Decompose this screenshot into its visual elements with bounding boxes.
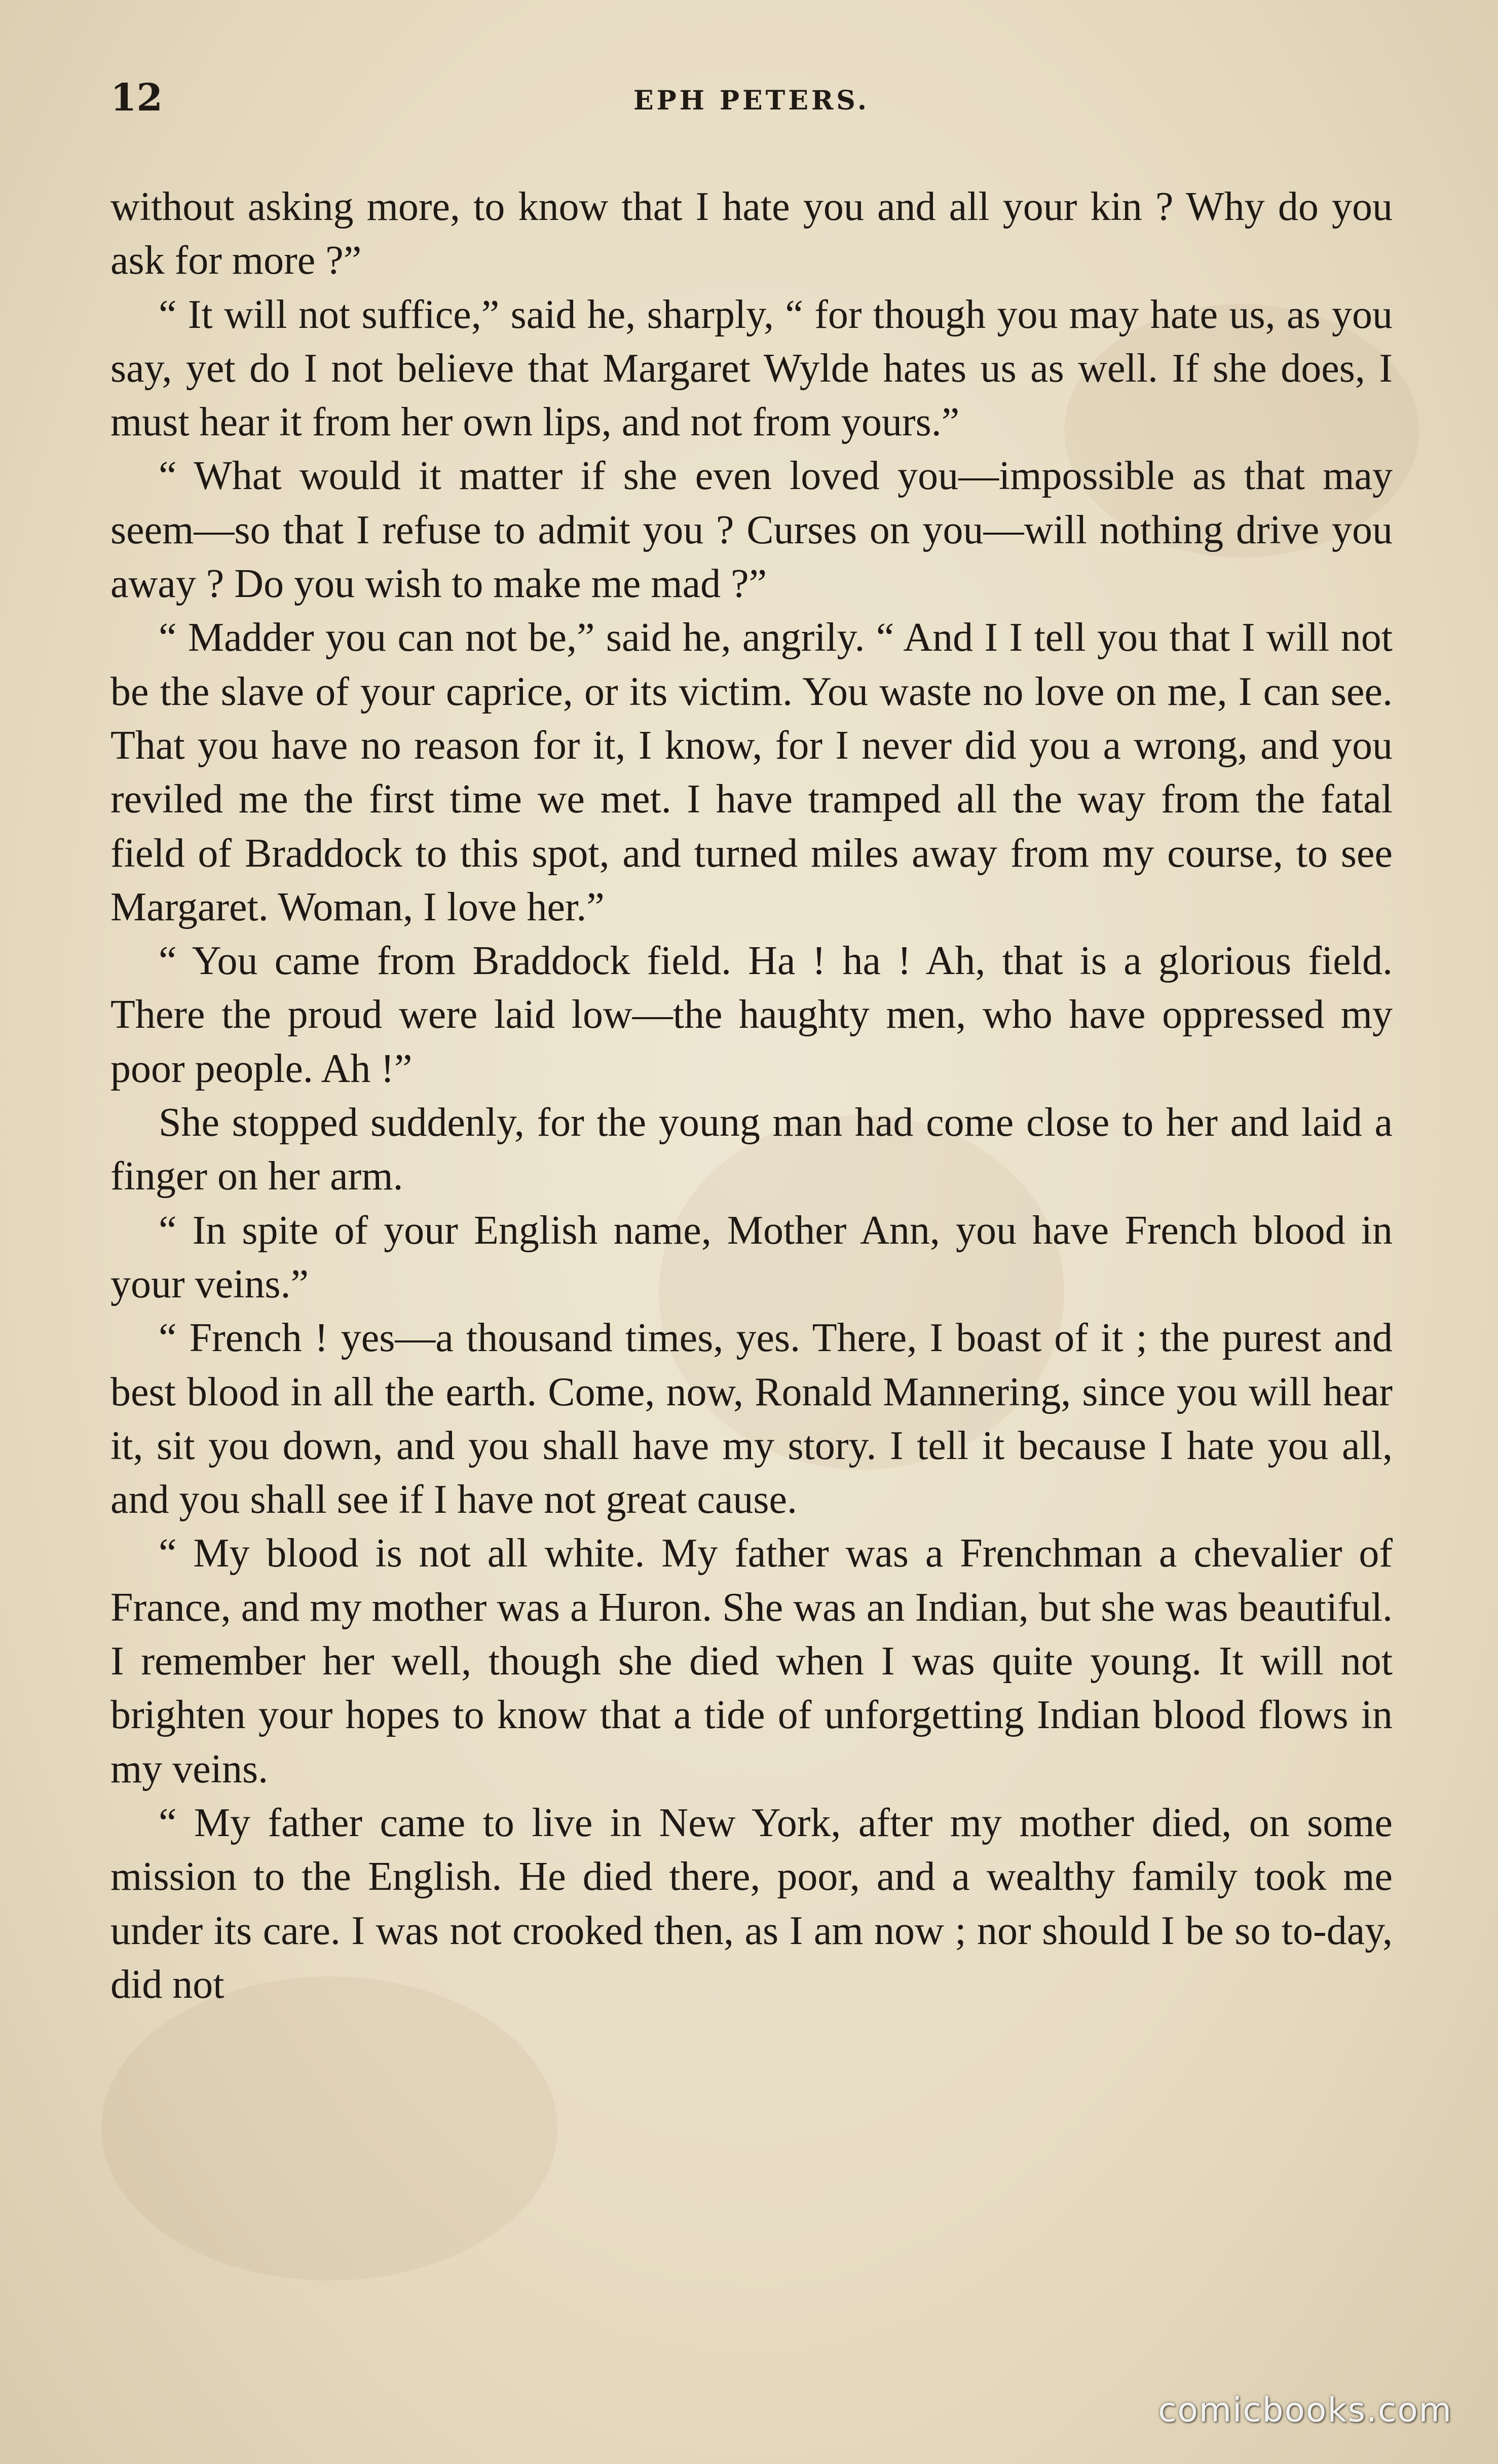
paragraph: “ My father came to live in New York, after my mother died, on some mission to the English. He died there, poor, and a wealthy family took me under its care. I was not crooked then, as I am now ; nor should I be so to-day, did not: [110, 1800, 1393, 2007]
watermark-text: comicbooks.com: [1158, 2391, 1452, 2430]
paragraph: She stopped suddenly, for the young man had come close to her and laid a finger on her arm.: [110, 1100, 1393, 1199]
paragraph: “ You came from Braddock field. Ha ! ha ! Ah, that is a glorious field. There the proud were laid low—the haughty men, who have oppressed my poor people. Ah !”: [110, 939, 1393, 1091]
paragraph: “ What would it matter if she even loved you—impossible as that may seem—so that I refuse to admit you ? Curses on you—will nothing drive you away ? Do you wish to make me mad ?”: [110, 454, 1393, 607]
paragraph: “ French ! yes—a thousand times, yes. There, I boast of it ; the purest and best blood in all the earth. Come, now, Ronald Mannering, since you will hear it, sit you down, and you shall have my story. I tell it because I hate you all, and you shall see if I have not great cause.: [110, 1316, 1393, 1522]
paper-stain: [101, 1976, 557, 2281]
paragraph: without asking more, to know that I hate you and all your kin ? Why do you ask for more ?”: [110, 184, 1393, 283]
page-number: 12: [110, 76, 163, 120]
running-head: EPH PETERS.: [633, 85, 870, 116]
paragraph: “ Madder you can not be,” said he, angrily. “ And I I tell you that I will not be the slave of your caprice, or its victim. You waste no love on me, I can see. That you have no reason for it, I know, for I never did you a wrong, and you reviled me the first time we met. I have tramped all the way from the fatal field of Braddock to this spot, and turned miles away from my course, to see Margaret. Woman, I love her.”: [110, 615, 1393, 929]
page-header: [110, 76, 1393, 137]
paragraph: “ My blood is not all white. My father was a Frenchman a chevalier of France, and my mother was a Huron. She was an Indian, but she was beautiful. I remember her well, though she died when I was quite young. It will not brighten your hopes to know that a tide of unforgetting Indian blood flows in my veins.: [110, 1531, 1393, 1791]
paragraph: “ It will not suffice,” said he, sharply, “ for though you may hate us, as you say, yet do I not believe that Margaret Wylde hates us as well. If she does, I must hear it from her own lips, and not from yours.”: [110, 292, 1393, 445]
body-text: [110, 180, 1393, 2011]
paragraph: “ In spite of your English name, Mother Ann, you have French blood in your veins.”: [110, 1208, 1393, 1306]
